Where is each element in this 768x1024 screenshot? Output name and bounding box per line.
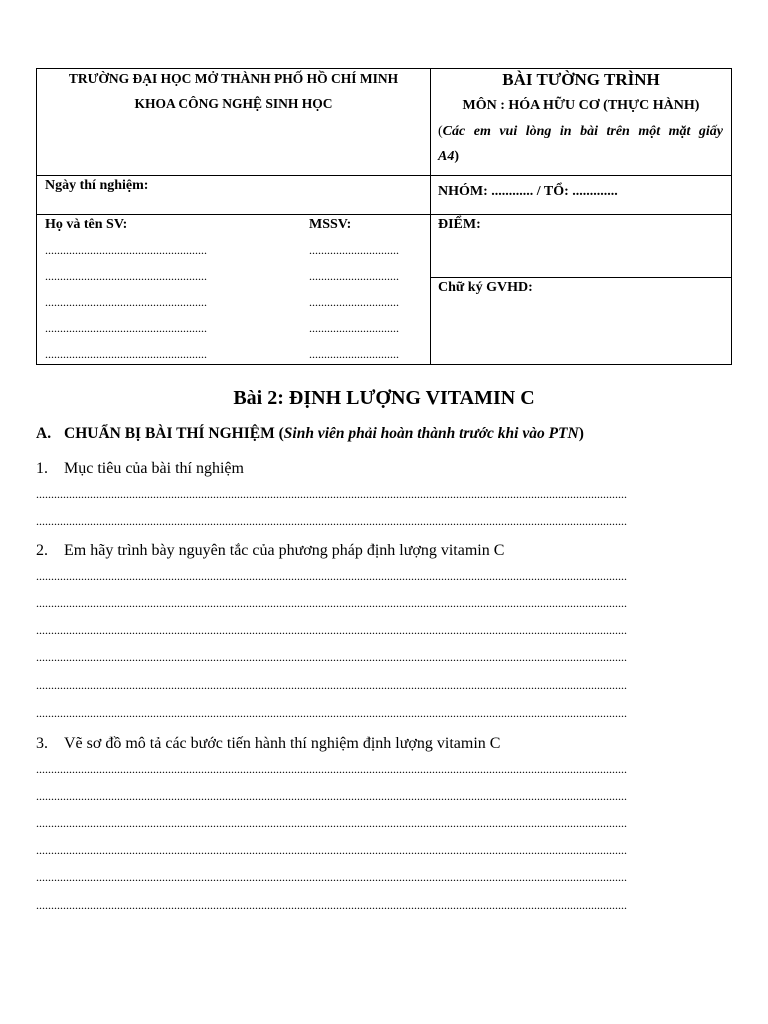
answer-line: ..................................................................................................................................................................................................... [36,706,627,720]
print-note: (Các em vui lòng in bài trên một mặt giấy [438,124,723,139]
student-id-label: MSSV: [309,217,352,232]
student-id-line: .............................. [309,269,399,283]
question-number: 3. [36,735,48,752]
student-id-line: .............................. [309,243,399,257]
question-1 [36,460,244,478]
answer-line: ..................................................................................................................................................................................................... [36,514,627,528]
school-block [37,69,430,114]
answer-line: ..................................................................................................................................................................................................... [36,898,627,912]
answer-line: ..................................................................................................................................................................................................... [36,650,627,664]
experiment-date-label: Ngày thí nghiệm: [45,178,149,193]
lesson-title: Bài 2: ĐỊNH LƯỢNG VITAMIN C [233,387,535,409]
answer-line: ..................................................................................................................................................................................................... [36,678,627,692]
student-name-line: ...................................................... [45,269,207,283]
student-name-line: ...................................................... [45,347,207,361]
question-text: Em hãy trình bày nguyên tắc của phương pháp định lượng vitamin C [64,542,505,559]
report-block [431,69,731,169]
section-a-title: CHUẨN BỊ BÀI THÍ NGHIỆM [64,425,275,442]
answer-line: ..................................................................................................................................................................................................... [36,623,627,637]
student-id-line: .............................. [309,321,399,335]
print-note-text: Các em vui lòng in bài trên một mặt giấy [442,124,723,139]
section-a-note: Sinh viên phải hoàn thành trước khi vào PTN [283,425,579,442]
student-id-line: .............................. [309,295,399,309]
school-name: TRƯỜNG ĐẠI HỌC MỞ THÀNH PHỐ HỒ CHÍ MINH [68,71,399,86]
subject-line: MÔN : HÓA HỮU CƠ (THỰC HÀNH) [462,98,700,113]
answer-line: ..................................................................................................................................................................................................... [36,762,627,776]
question-3 [36,735,500,753]
report-title: BÀI TƯỜNG TRÌNH [502,70,660,89]
student-id-line: .............................. [309,347,399,361]
question-number: 1. [36,460,48,477]
student-name-line: ...................................................... [45,243,207,257]
question-2 [36,542,504,560]
answer-line: ..................................................................................................................................................................................................... [36,487,627,501]
student-name-line: ...................................................... [45,295,207,309]
print-note-paper: A4 [438,149,455,164]
header-table [36,68,732,365]
answer-line: ..................................................................................................................................................................................................... [36,789,627,803]
answer-line: ..................................................................................................................................................................................................... [36,596,627,610]
question-text: Vẽ sơ đồ mô tả các bước tiến hành thí nghiệm định lượng vitamin C [64,735,501,752]
print-note-end: A4) [438,149,460,164]
question-text: Mục tiêu của bài thí nghiệm [64,460,244,477]
answer-line: ..................................................................................................................................................................................................... [36,569,627,583]
student-name-line: ...................................................... [45,321,207,335]
group-label: NHÓM: ............ / TỔ: ............. [438,184,618,199]
student-name-label: Họ và tên SV: [45,217,128,232]
answer-line: ..................................................................................................................................................................................................... [36,816,627,830]
section-a-heading: A. CHUẨN BỊ BÀI THÍ NGHIỆM (Sinh viên phải hoàn thành trước khi vào PTN) [36,425,584,442]
instructor-signature-label: Chữ ký GVHD: [438,280,533,295]
section-a-label: A. [36,425,52,442]
score-label: ĐIỂM: [438,217,481,232]
answer-line: ..................................................................................................................................................................................................... [36,843,627,857]
answer-line: ..................................................................................................................................................................................................... [36,870,627,884]
question-number: 2. [36,542,48,559]
faculty-name: KHOA CÔNG NGHỆ SINH HỌC [134,96,333,111]
